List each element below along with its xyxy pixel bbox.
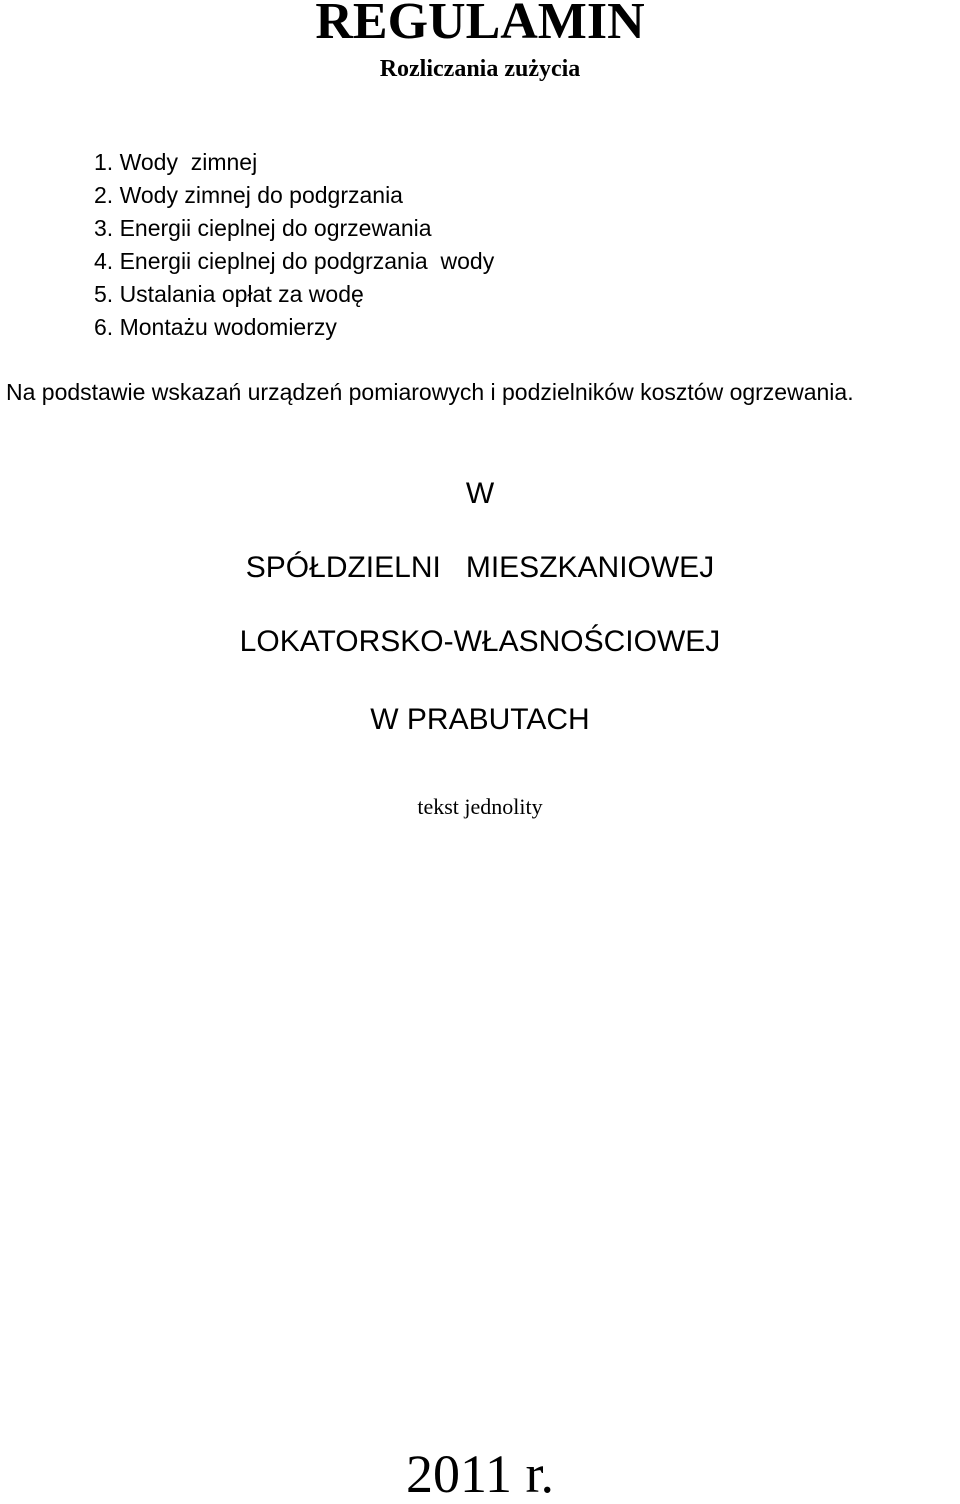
in-word: W <box>465 477 495 510</box>
cooperative-location: W PRABUTACH <box>370 703 590 736</box>
list-item: 4. Energii cieplnej do podgrzania wody <box>94 248 495 274</box>
regulation-scope-list <box>94 146 494 344</box>
cooperative-name-line1: SPÓŁDZIELNI MIESZKANIOWEJ <box>245 551 715 584</box>
document-title: REGULAMIN <box>315 0 645 50</box>
list-item: 2. Wody zimnej do podgrzania <box>94 182 403 208</box>
edition-note: tekst jednolity <box>417 794 543 819</box>
list-item: 3. Energii cieplnej do ogrzewania <box>94 215 432 241</box>
list-item: 1. Wody zimnej <box>94 149 258 175</box>
list-item: 5. Ustalania opłat za wodę <box>94 281 364 307</box>
document-subtitle: Rozliczania zużycia <box>379 56 581 82</box>
list-item: 6. Montażu wodomierzy <box>94 314 337 340</box>
document-year: 2011 r. <box>406 1444 554 1504</box>
basis-paragraph: Na podstawie wskazań urządzeń pomiarowych i podzielników kosztów ogrzewania. <box>6 379 854 405</box>
cooperative-name-line2: LOKATORSKO-WŁASNOŚCIOWEJ <box>239 625 721 658</box>
